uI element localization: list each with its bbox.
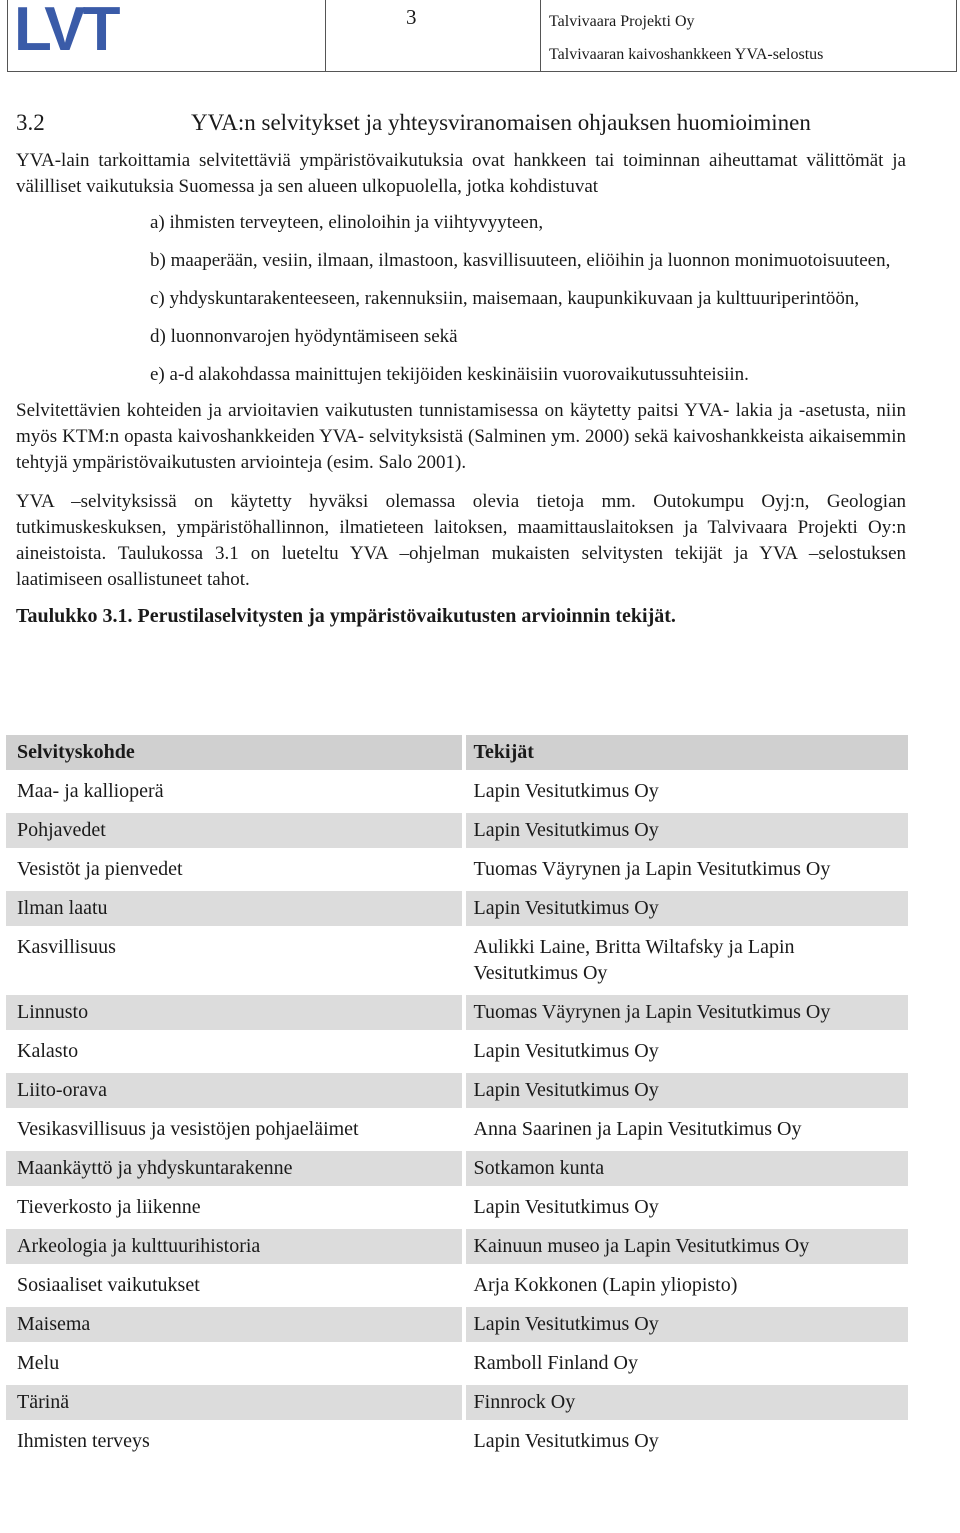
cell-subject: Kalasto [6,1034,462,1069]
cell-authors: Lapin Vesitutkimus Oy [466,1307,908,1342]
cell-authors: Lapin Vesitutkimus Oy [466,1034,908,1069]
page-content [16,110,906,638]
cell-subject: Ilman laatu [6,891,462,926]
cell-authors: Lapin Vesitutkimus Oy [466,774,908,809]
cell-authors: Finnrock Oy [466,1385,908,1420]
table-row [6,1346,908,1381]
table-header-row [6,735,908,770]
cell-authors: Lapin Vesitutkimus Oy [466,1424,908,1459]
cell-authors: Lapin Vesitutkimus Oy [466,891,908,926]
cell-authors: Ramboll Finland Oy [466,1346,908,1381]
cell-subject: Liito-orava [6,1073,462,1108]
paragraph-data: YVA –selvityksissä on käytetty hyväksi olemassa olevia tietoja mm. Outokumpu Oyj:n, Geologian tutkimuskeskuksen, ympäristöhallinnon, ilmatieteen laitoksen, maamittauslaitoksen ja Talvivaara Projekti Oy:n aineistoista. Taulukossa 3.1 on lueteltu YVA –ohjelman mukaisten selvitysten tekijät ja YVA –selostuksen laatimiseen osallistuneet tahot. [16,491,906,590]
cell-authors: Lapin Vesitutkimus Oy [466,813,908,848]
table-row [6,813,908,848]
page-number: 3 [326,0,541,71]
table-caption: Taulukko 3.1. Perustilaselvitysten ja ympäristövaikutusten arvioinnin tekijät. [16,605,676,627]
table-row [6,995,908,1030]
cell-authors: Sotkamon kunta [466,1151,908,1186]
list-item: d) luonnonvarojen hyödyntämiseen sekä [150,326,458,347]
logo [8,0,326,71]
impact-list [150,210,906,388]
section-number: 3.2 [16,110,45,135]
header-info [541,0,956,71]
table-row [6,1268,908,1303]
cell-subject: Tärinä [6,1385,462,1420]
cell-authors: Tuomas Väyrynen ja Lapin Vesitutkimus Oy [466,995,908,1030]
table-row [6,1385,908,1420]
cell-subject: Vesikasvillisuus ja vesistöjen pohjaeläimet [6,1112,462,1147]
cell-subject: Sosiaaliset vaikutukset [6,1268,462,1303]
cell-authors: Aulikki Laine, Britta Wiltafsky ja Lapin Vesitutkimus Oy [466,930,908,991]
table-row [6,930,908,991]
table-row [6,1229,908,1264]
cell-subject: Arkeologia ja kulttuurihistoria [6,1229,462,1264]
section-heading [16,110,906,136]
cell-authors: Lapin Vesitutkimus Oy [466,1190,908,1225]
intro-paragraph: YVA-lain tarkoittamia selvitettäviä ympäristövaikutuksia ovat hankkeen tai toiminnan aiheuttamat välittömät ja välilliset vaikutuksia Suomessa ja sen alueen ulkopuolella, jotka kohdistuvat [16,150,906,197]
cell-subject: Maa- ja kallioperä [6,774,462,809]
document-title: Talvivaaran kaivoshankkeen YVA-selostus [549,46,824,63]
cell-subject: Tieverkosto ja liikenne [6,1190,462,1225]
cell-subject: Maisema [6,1307,462,1342]
cell-subject: Ihmisten terveys [6,1424,462,1459]
table-row [6,774,908,809]
table-row [6,1307,908,1342]
table-row [6,1424,908,1459]
cell-authors: Lapin Vesitutkimus Oy [466,1073,908,1108]
cell-authors: Tuomas Väyrynen ja Lapin Vesitutkimus Oy [466,852,908,887]
logo-text: LVT [14,0,118,64]
list-item: c) yhdyskuntarakenteeseen, rakennuksiin, maisemaan, kaupunkikuvaan ja kulttuuriperintöön, [150,288,860,309]
company-name: Talvivaara Projekti Oy [549,13,695,30]
cell-subject: Linnusto [6,995,462,1030]
cell-authors: Anna Saarinen ja Lapin Vesitutkimus Oy [466,1112,908,1147]
table-row [6,891,908,926]
table-row [6,1151,908,1186]
cell-authors: Arja Kokkonen (Lapin yliopisto) [466,1268,908,1303]
cell-subject: Vesistöt ja pienvedet [6,852,462,887]
table-row [6,1034,908,1069]
cell-subject: Pohjavedet [6,813,462,848]
page-header [7,0,957,72]
column-header-subject: Selvityskohde [6,735,462,770]
cell-subject: Maankäyttö ja yhdyskuntarakenne [6,1151,462,1186]
table-row [6,1112,908,1147]
section-title: YVA:n selvitykset ja yhteysviranomaisen ohjauksen huomioiminen [191,110,811,135]
column-header-authors: Tekijät [466,735,908,770]
list-item: a) ihmisten terveyteen, elinoloihin ja viihtyvyyteen, [150,212,544,233]
contributors-table [2,731,912,1463]
cell-subject: Kasvillisuus [6,930,462,991]
list-item: b) maaperään, vesiin, ilmaan, ilmastoon, kasvillisuuteen, eliöihin ja luonnon monimuotoisuuteen, [150,250,891,271]
table-row [6,852,908,887]
paragraph-sources: Selvitettävien kohteiden ja arvioitavien vaikutusten tunnistamisessa on käytetty paitsi YVA- lakia ja -asetusta, niin myös KTM:n opasta kaivoshankkeiden YVA- selvityksistä (Salminen ym. 2000) sekä kaivoshankkeista aikaisemmin tehtyjä ympäristövaikutusten arviointeja (esim. Salo 2001). [16,400,906,473]
lvt-logo-icon [8,0,326,71]
table-row [6,1073,908,1108]
cell-authors: Kainuun museo ja Lapin Vesitutkimus Oy [466,1229,908,1264]
list-item: e) a-d alakohdassa mainittujen tekijöiden keskinäisiin vuorovaikutussuhteisiin. [150,364,749,385]
table-row [6,1190,908,1225]
cell-subject: Melu [6,1346,462,1381]
